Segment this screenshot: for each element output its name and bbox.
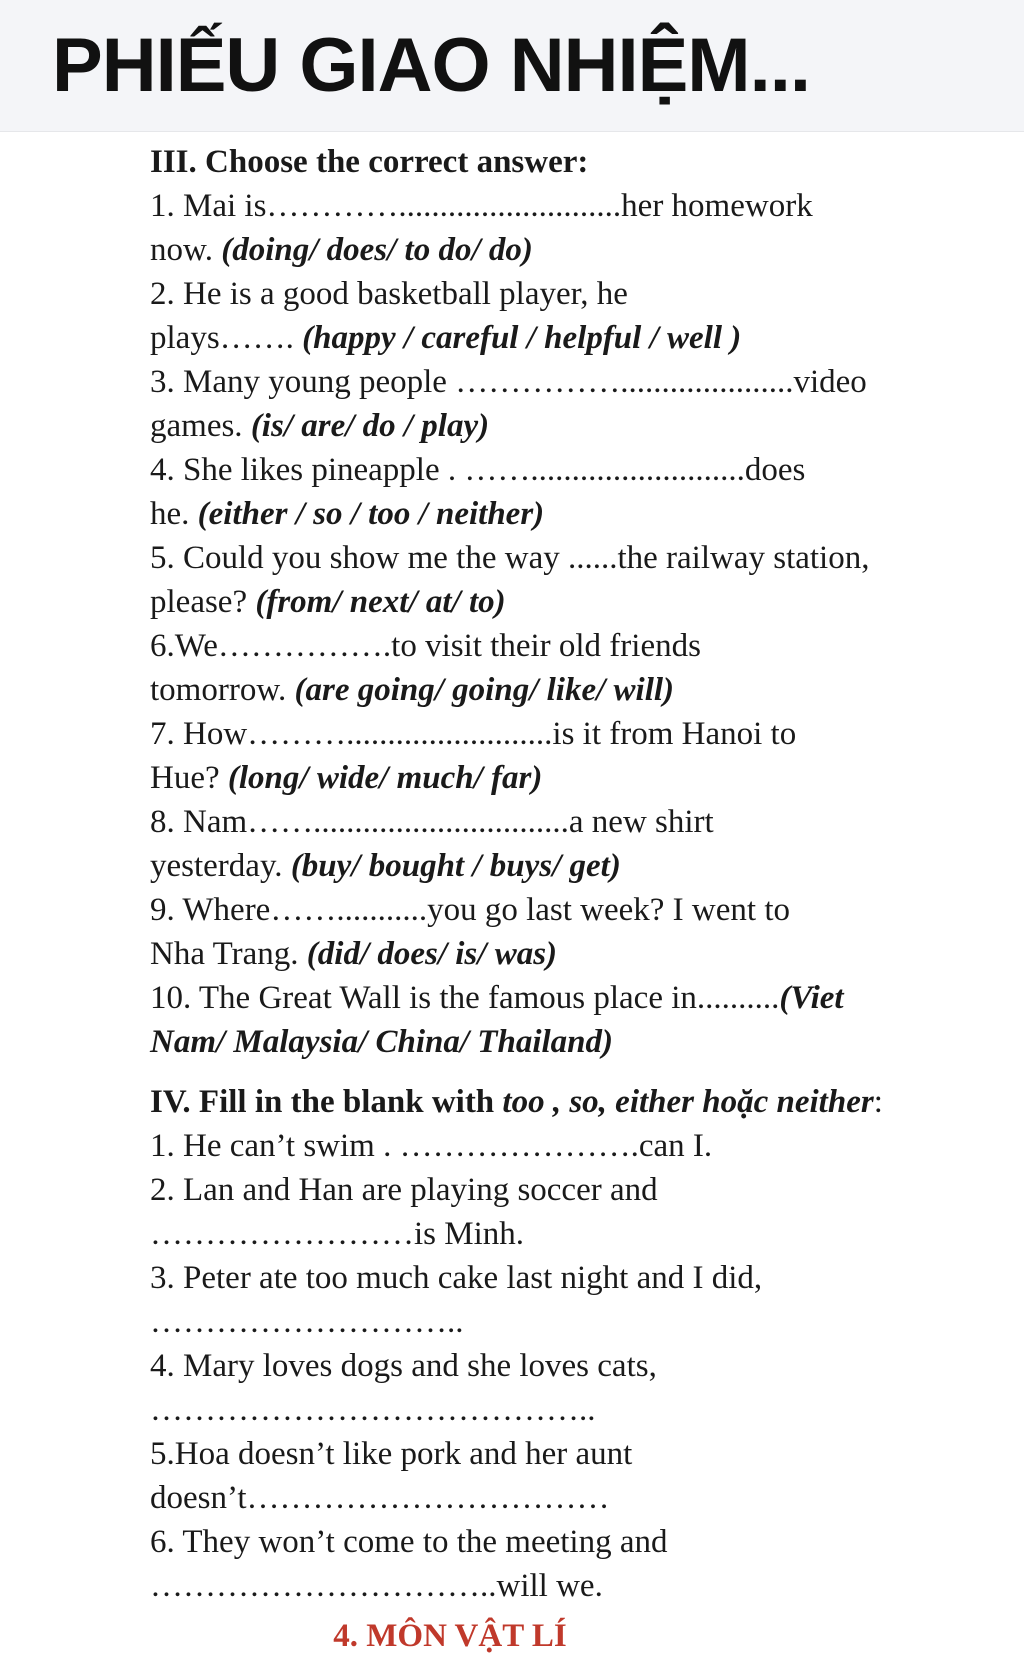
question-text: plays……. <box>150 320 303 356</box>
answer-options: (did/ does/ is/ was) <box>306 936 558 972</box>
question-text: 4. She likes pineapple . ……..........................does <box>150 452 806 488</box>
question-text: games. <box>150 408 251 444</box>
fill-blank-line: 2. Lan and Han are playing soccer and <box>150 1172 658 1208</box>
question-line <box>150 800 980 844</box>
section-3-title: III. Choose the correct answer: <box>150 144 589 180</box>
question-text: now. <box>150 232 222 268</box>
fill-blank-line: …………………………..will we. <box>150 1568 603 1604</box>
fill-blank-line: 1. He can’t swim . ………………….can I. <box>150 1128 713 1164</box>
fill-blank-line: doesn’t…………………………… <box>150 1480 610 1516</box>
footer-heading: 4. MÔN VẬT LÍ <box>333 1618 567 1654</box>
answer-options: (doing/ does/ to do/ do) <box>221 232 533 268</box>
question-line <box>150 404 980 448</box>
answer-options: (from/ next/ at/ to) <box>255 584 506 620</box>
question-text: 6.We…………….to visit their old friends <box>150 628 701 664</box>
question-line <box>150 536 980 580</box>
section-4-title-prefix: IV. Fill in the blank with <box>150 1084 503 1120</box>
fill-blank-line: 3. Peter ate too much cake last night and I did, <box>150 1260 763 1296</box>
question-text: please? <box>150 584 256 620</box>
question-text: 9. Where……...........you go last week? I went to <box>150 892 790 928</box>
section-3-questions <box>150 184 980 1064</box>
question-line <box>150 316 980 360</box>
question-line <box>150 272 980 316</box>
fill-blank-line: 4. Mary loves dogs and she loves cats, <box>150 1348 657 1384</box>
question-line <box>150 712 980 756</box>
page-title: PHIẾU GIAO NHIỆM... <box>52 23 810 108</box>
question-line <box>150 844 980 888</box>
section-4-title-suffix: : <box>873 1084 883 1120</box>
fill-blank-line: 5.Hoa doesn’t like pork and her aunt <box>150 1436 633 1472</box>
question-text: 2. He is a good basketball player, he <box>150 276 628 312</box>
question-text: Hue? <box>150 760 228 796</box>
answer-options: (either / so / too / neither) <box>197 496 545 532</box>
section-4-questions <box>150 1124 980 1608</box>
worksheet <box>150 140 980 1658</box>
answer-options: (is/ are/ do / play) <box>250 408 490 444</box>
question-line <box>150 228 980 272</box>
fill-blank-line: ……………………….. <box>150 1304 464 1340</box>
question-text: 10. The Great Wall is the famous place in.......... <box>150 980 780 1016</box>
question-line <box>150 360 980 404</box>
question-text: 8. Nam……...............................a new shirt <box>150 804 714 840</box>
question-line <box>150 888 980 932</box>
fill-blank-line: ………………………………….. <box>150 1392 596 1428</box>
question-text: 3. Many young people …………….....................video <box>150 364 867 400</box>
question-line <box>150 580 980 624</box>
fill-blank-line: ……………………is Minh. <box>150 1216 525 1252</box>
answer-options: (are going/ going/ like/ will) <box>294 672 675 708</box>
question-text: tomorrow. <box>150 672 295 708</box>
answer-options: (buy/ bought / buys/ get) <box>290 848 621 884</box>
question-text: 7. How……….........................is it from Hanoi to <box>150 716 797 752</box>
question-line <box>150 624 980 668</box>
fill-blank-line: 6. They won’t come to the meeting and <box>150 1524 668 1560</box>
section-4-title-words: too , so, either hoặc neither <box>502 1084 874 1120</box>
question-line <box>150 492 980 536</box>
question-line <box>150 756 980 800</box>
question-text: 1. Mai is…………...........................her homework <box>150 188 813 224</box>
answer-options: Nam/ Malaysia/ China/ Thailand) <box>150 1024 613 1060</box>
answer-options: (Viet <box>779 980 844 1016</box>
question-line <box>150 448 980 492</box>
question-text: yesterday. <box>150 848 291 884</box>
section-4-title <box>150 1080 980 1124</box>
question-line <box>150 184 980 228</box>
question-line <box>150 1020 980 1064</box>
question-text: Nha Trang. <box>150 936 307 972</box>
question-line <box>150 932 980 976</box>
answer-options: (happy / careful / helpful / well ) <box>302 320 742 356</box>
header-banner <box>0 0 1024 132</box>
question-line <box>150 668 980 712</box>
question-text: 5. Could you show me the way ......the railway station, <box>150 540 870 576</box>
answer-options: (long/ wide/ much/ far) <box>227 760 543 796</box>
question-line <box>150 976 980 1020</box>
question-text: he. <box>150 496 198 532</box>
